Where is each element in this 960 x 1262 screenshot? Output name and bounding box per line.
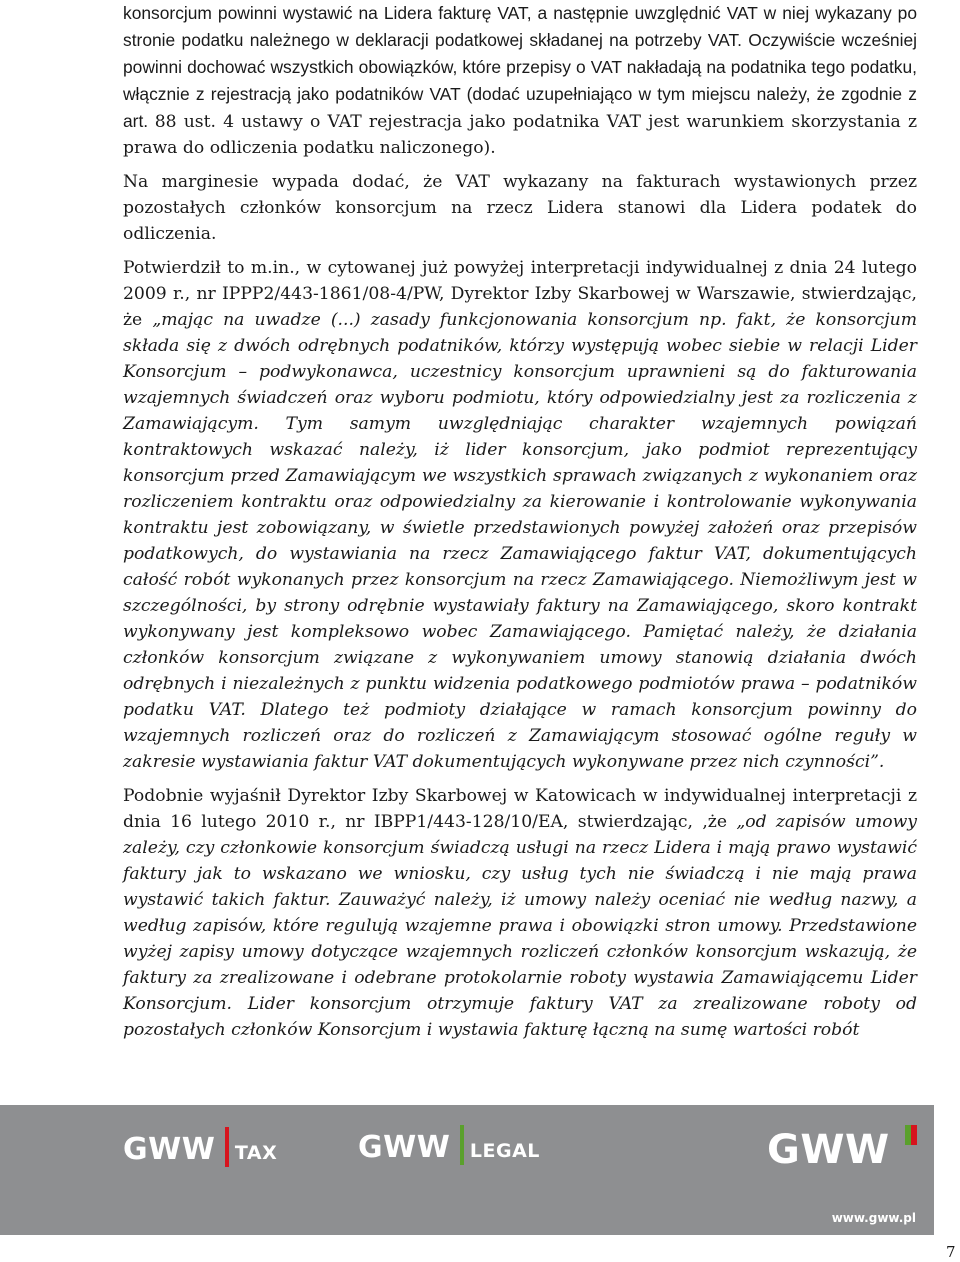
gww-legal-logo-sub: LEGAL (469, 1140, 540, 1162)
gww-main-logo-text: GWW (767, 1127, 890, 1173)
gww-main-red-tick (911, 1125, 917, 1145)
paragraph-4-quote: „od zapisów umowy zależy, czy członkowie konsorcjum świadczą usługi na rzecz Lidera i mają prawo wystawić faktury jak to wskazano we wniosku, czy usług tych nie świadczą i nie mają prawa wystawić takich faktur. Zauważyć należy, iż umowy należy oceniać nie według nazwy, a według zapisów, które regulują wzajemne prawa i obowiązki stron umowy. Przedstawione wyżej zapisy umowy dotyczące wzajemnych rozliczeń członków konsorcjum wskazują, że faktury za zrealizowane i odebrane protokolarnie roboty wystawia Zamawiającemu Lider Konsorcjum. Lider konsorcjum otrzymuje faktury VAT za zrealizowane roboty od pozostałych członków Konsorcjum i wystawia fakturę łączną na sumę wartości robót (123, 812, 918, 1040)
paragraph-4 (123, 783, 917, 1043)
gww-legal-logo (358, 1125, 540, 1165)
website-url: www.gww.pl (831, 1211, 916, 1225)
paragraph-2-run-1: Na marginesie wypada dodać, że VAT wykazany na fakturach wystawionych przez pozostałych członków konsorcjum na rzecz Lidera stanowi dla Lidera podatek do odliczenia. (123, 172, 917, 244)
paragraph-3-run-1: Potwierdził to m.in., w cytowanej już powyżej interpretacji indywidualnej z dnia 24 lutego 2009 r., nr IPPP2/443-1861/08-4/PW, Dyrektor Izby Skarbowej w Warszawie, stwierdzając, że (123, 258, 917, 330)
paragraph-1-run-1: konsorcjum powinni wystawić na Lidera fakturę VAT, a następnie uwzględnić VAT w niej wykazany po stronie podatku należnego w deklaracji podatkowej składanej na potrzeby VAT. Oczywiście wcześniej powinni dochować wszystkich obowiązków, które przepisy o VAT nakładają na podatnika tego podatku, włącznie z rejestracją jako podatników VAT (dodać uzupełniająco w tym miejscu należy, że zgodnie z art. (123, 3, 917, 131)
gww-tax-logo-main: GWW (123, 1132, 216, 1167)
gww-legal-logo-main: GWW (358, 1130, 451, 1165)
paragraph-1 (123, 0, 917, 161)
page-number: 7 (946, 1243, 956, 1261)
paragraph-1-run-2: 88 ust. 4 ustawy o VAT rejestracja jako podatnika VAT jest warunkiem skorzystania z prawa do odliczenia podatku naliczonego). (123, 112, 917, 158)
document-body (123, 0, 917, 1051)
paragraph-4-run-1: Podobnie wyjaśnił Dyrektor Izby Skarbowej w Katowicach w indywidualnej interpretacji z dnia 16 lutego 2010 r., nr IBPP1/443-128/10/EA, stwierdzając, ‚że (123, 786, 917, 832)
paragraph-3 (123, 255, 917, 775)
paragraph-3-quote: „mając na uwadze (...) zasady funkcjonowania konsorcjum np. fakt, że konsorcjum składa się z dwóch odrębnych podatników, którzy występują wobec siebie w relacji Lider Konsorcjum – podwykonawca, uczestnicy konsorcjum uprawnieni są do fakturowania wzajemnych świadczeń oraz wyboru podmiotu, który odpowiedzialny jest za rozliczenia z Zamawiającym. Tym samym uwzględniając charakter wzajemnych powiązań kontraktowych wskazać należy, iż lider konsorcjum, jako podmiot reprezentujący konsorcjum przed Zamawiającym we wszystkich sprawach związanych z wykonaniem oraz rozliczeniem kontraktu oraz odpowiedzialny za kierowanie i kontrolowanie wykonywania kontraktu jest zobowiązany, w świetle przedstawionych powyżej założeń oraz przepisów podatkowych, do wystawiania na rzecz Zamawiającego faktur VAT, dokumentujących całość robót wykonanych przez konsorcjum na rzecz Zamawiającego. Niemożliwym jest w szczególności, by strony odrębnie wystawiały faktury na Zamawiającego, skoro kontrakt wykonywany jest kompleksowo wobec Zamawiającego. Pamiętać należy, że działania członków konsorcjum związane z wykonywaniem umowy stanowią działania dwóch odrębnych i niezależnych z punktu widzenia podatkowego podmiotów prawa – podatników podatku VAT. Dlatego też podmioty działające w ramach konsorcjum powinny do wzajemnych rozliczeń oraz do rozliczeń z Zamawiającym stosować ogólne reguły w zakresie wystawiania faktur VAT dokumentujących wykonywane przez nich czynności”. (123, 310, 917, 772)
gww-tax-logo (123, 1127, 277, 1167)
gww-tax-accent-bar (225, 1127, 229, 1167)
gww-legal-accent-bar (460, 1125, 464, 1165)
paragraph-2 (123, 169, 917, 247)
gww-main-logo (767, 1127, 890, 1173)
gww-tax-logo-sub: TAX (234, 1142, 278, 1164)
footer-band (0, 1105, 934, 1235)
gww-main-green-tick (905, 1125, 911, 1145)
